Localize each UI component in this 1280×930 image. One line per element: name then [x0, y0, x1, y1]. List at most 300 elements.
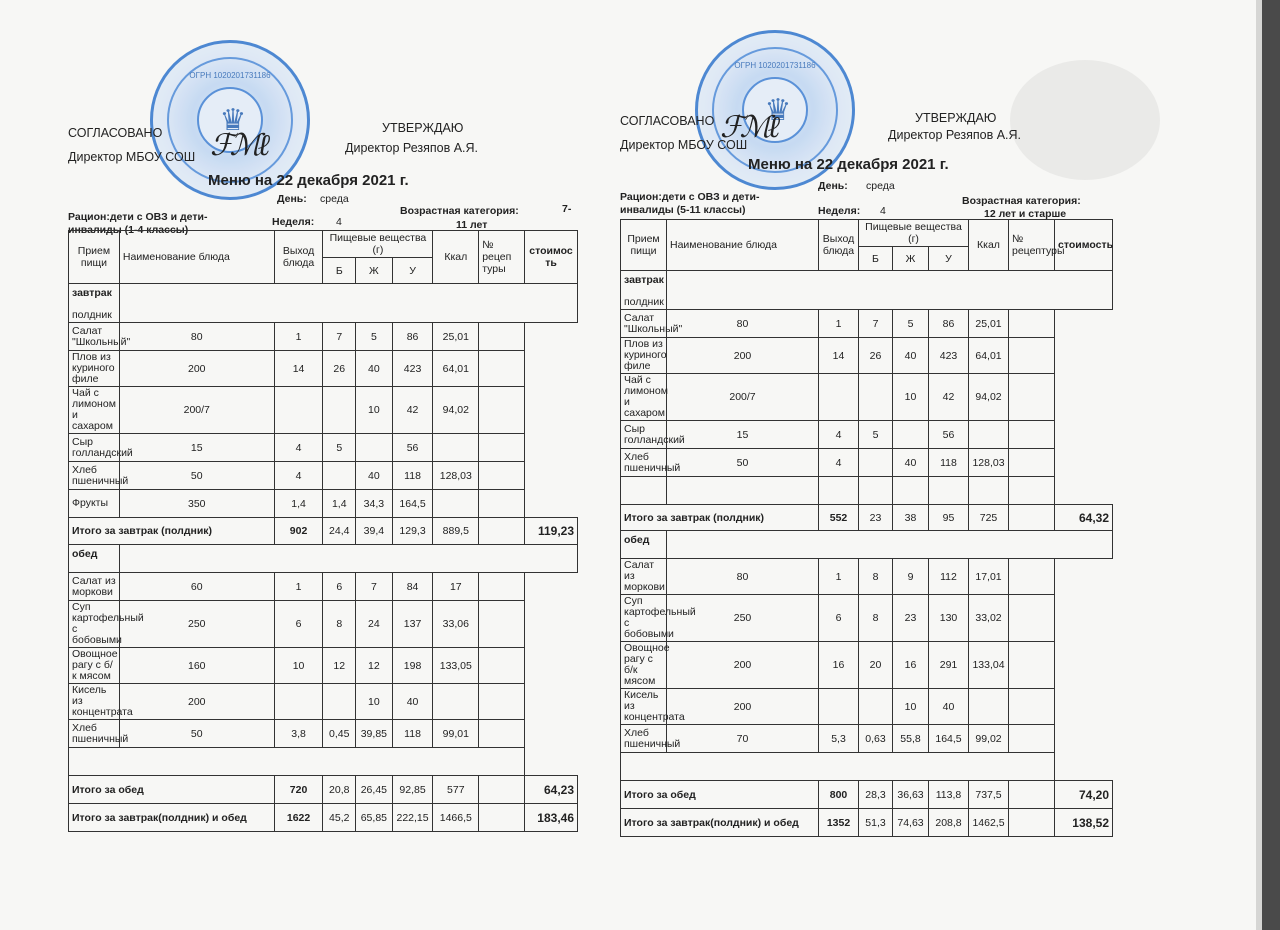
meal-snack-label: полдник [72, 309, 112, 321]
grand-total-u: 222,15 [392, 804, 433, 832]
dish-b [274, 684, 323, 720]
dish-b: 3,8 [274, 720, 323, 748]
grand-total-kcal: 1466,5 [433, 804, 479, 832]
breakfast-total-output: 552 [819, 505, 859, 531]
dish-row [621, 559, 1113, 595]
meal-breakfast [621, 271, 667, 310]
dish-zh [323, 462, 356, 490]
grand-total-u: 208,8 [929, 809, 969, 837]
dish-out [667, 477, 819, 505]
dish-name: Салат "Школьный" [621, 310, 667, 338]
dish-row [69, 387, 578, 434]
dish-cost [479, 720, 525, 748]
week-value: 4 [880, 205, 886, 217]
dish-out: 70 [667, 725, 819, 753]
dish-row [621, 725, 1113, 753]
dish-cost [1009, 374, 1055, 421]
dish-out: 80 [119, 323, 274, 351]
dish-u: 10 [893, 374, 929, 421]
dish-cost [479, 387, 525, 434]
ration-label: Рацион:дети с ОВЗ и дети- [68, 211, 208, 223]
header-b: Б [859, 247, 893, 271]
dish-u [893, 421, 929, 449]
dish-rec [433, 434, 479, 462]
age-value: 7- [562, 203, 572, 215]
lunch-total-label: Итого за обед [621, 781, 819, 809]
grand-total-output: 1352 [819, 809, 859, 837]
dish-zh [859, 477, 893, 505]
scanner-border [1262, 0, 1280, 930]
dish-u: 40 [893, 449, 929, 477]
lunch-total-zh: 26,45 [356, 776, 393, 804]
dish-b: 14 [274, 351, 323, 387]
dish-row [621, 310, 1113, 338]
dish-b: 1 [819, 310, 859, 338]
dish-zh: 0,45 [323, 720, 356, 748]
dish-kcal: 112 [929, 559, 969, 595]
lunch-total-cost: 64,23 [525, 776, 578, 804]
meal-breakfast [69, 284, 120, 323]
dish-name: Кисель из концентрата [621, 689, 667, 725]
dish-cost [1009, 559, 1055, 595]
dish-zh: 7 [323, 323, 356, 351]
breakfast-total-cost: 119,23 [525, 518, 578, 545]
dish-cost [1009, 338, 1055, 374]
week-label: Неделя: [818, 205, 861, 217]
dish-cost [1009, 642, 1055, 689]
dish-row [621, 689, 1113, 725]
dish-u: 39,85 [356, 720, 393, 748]
dish-b: 4 [274, 462, 323, 490]
menu-title: Меню на 22 декабря 2021 г. [748, 156, 949, 173]
dish-cost [1009, 689, 1055, 725]
dish-u: 5 [356, 323, 393, 351]
header-nutrients: Пищевые вещества (г) [323, 231, 433, 258]
right-menu [620, 0, 1260, 930]
dish-row [69, 351, 578, 387]
breakfast-total-zh: 39,4 [356, 518, 393, 545]
dish-name: Хлеб пшеничный [621, 725, 667, 753]
dish-rec [969, 689, 1009, 725]
dish-rec: 128,03 [969, 449, 1009, 477]
lunch-total-u: 92,85 [392, 776, 433, 804]
day-label: День: [818, 180, 848, 192]
dish-kcal: 291 [929, 642, 969, 689]
left-menu [0, 0, 620, 930]
dish-cost [1009, 310, 1055, 338]
meal-breakfast-label: завтрак [72, 287, 112, 299]
header-b: Б [323, 258, 356, 284]
meal-lunch: обед [69, 545, 120, 573]
lunch-total-u: 113,8 [929, 781, 969, 809]
breakfast-total-cost: 64,32 [1055, 505, 1113, 531]
dish-kcal: 40 [929, 689, 969, 725]
dish-zh: 8 [859, 595, 893, 642]
dish-kcal: 164,5 [929, 725, 969, 753]
dish-zh [323, 684, 356, 720]
header-u: У [392, 258, 433, 284]
dish-kcal: 164,5 [392, 490, 433, 518]
dish-out: 200 [667, 338, 819, 374]
dish-zh [859, 689, 893, 725]
dish-name: Салат из моркови [621, 559, 667, 595]
header-nutrients: Пищевые вещества (г) [859, 220, 969, 247]
header-output: Выход блюда [274, 231, 323, 284]
header-meal: Прием пищи [69, 231, 120, 284]
dish-row [621, 374, 1113, 421]
dish-cost [1009, 421, 1055, 449]
dish-row [69, 648, 578, 684]
dish-out: 250 [119, 601, 274, 648]
lunch-total-kcal: 737,5 [969, 781, 1009, 809]
dish-name: Суп картофельный с бобовыми [621, 595, 667, 642]
dish-out: 200 [119, 351, 274, 387]
dish-kcal: 56 [392, 434, 433, 462]
grand-total-row [621, 809, 1113, 837]
dish-cost [479, 434, 525, 462]
dish-name: Чай с лимоном и сахаром [621, 374, 667, 421]
dish-kcal: 84 [392, 573, 433, 601]
dish-b: 4 [274, 434, 323, 462]
dish-out: 50 [667, 449, 819, 477]
breakfast-total-zh: 38 [893, 505, 929, 531]
dish-u: 10 [893, 689, 929, 725]
breakfast-total-b: 23 [859, 505, 893, 531]
header-dish: Наименование блюда [119, 231, 274, 284]
dish-kcal: 423 [929, 338, 969, 374]
dish-u: 10 [356, 387, 393, 434]
dish-zh: 8 [859, 559, 893, 595]
dish-row [69, 684, 578, 720]
dish-rec: 133,04 [969, 642, 1009, 689]
grand-total-label: Итого за завтрак(полдник) и обед [621, 809, 819, 837]
dish-row [69, 573, 578, 601]
age-label: Возрастная категория: [962, 195, 1081, 207]
lunch-total-zh: 36,63 [893, 781, 929, 809]
dish-cost [1009, 449, 1055, 477]
dish-name: Кисель из концентрата [69, 684, 120, 720]
dish-cost [1009, 595, 1055, 642]
dish-b: 6 [819, 595, 859, 642]
dish-u: 10 [356, 684, 393, 720]
approve-label: УТВЕРЖДАЮ [382, 121, 464, 135]
dish-kcal: 118 [929, 449, 969, 477]
header-meal: Прием пищи [621, 220, 667, 271]
dish-rec [969, 421, 1009, 449]
dish-b [819, 689, 859, 725]
agreed-director: Директор МБОУ СОШ [620, 138, 748, 152]
lunch-total-label: Итого за обед [69, 776, 275, 804]
header-zh: Ж [356, 258, 393, 284]
table-header-row [69, 231, 578, 258]
grand-total-b: 45,2 [323, 804, 356, 832]
meal-breakfast-label: завтрак [624, 274, 664, 286]
dish-u: 12 [356, 648, 393, 684]
dish-rec: 33,06 [433, 601, 479, 648]
week-label: Неделя: [272, 216, 315, 228]
dish-kcal: 137 [392, 601, 433, 648]
dish-kcal: 130 [929, 595, 969, 642]
dish-out: 200 [667, 689, 819, 725]
dish-out: 50 [119, 720, 274, 748]
dish-u: 7 [356, 573, 393, 601]
lunch-total-b: 28,3 [859, 781, 893, 809]
official-seal: ОГРН 1020201731186 ♛ [150, 40, 310, 200]
ration-label-2: инвалиды (5-11 классы) [620, 204, 746, 216]
menu-title: Меню на 22 декабря 2021 г. [208, 172, 409, 189]
header-kcal: Ккал [969, 220, 1009, 271]
dish-out: 200/7 [119, 387, 274, 434]
dish-u: 23 [893, 595, 929, 642]
dish-cost [479, 323, 525, 351]
agreed-label: СОГЛАСОВАНО [68, 126, 163, 140]
dish-rec: 33,02 [969, 595, 1009, 642]
dish-kcal: 42 [392, 387, 433, 434]
breakfast-total-label: Итого за завтрак (полдник) [621, 505, 819, 531]
header-zh: Ж [893, 247, 929, 271]
dish-kcal: 42 [929, 374, 969, 421]
dish-zh: 26 [323, 351, 356, 387]
dish-name: Салат "Школьный" [69, 323, 120, 351]
dish-kcal: 56 [929, 421, 969, 449]
header-dish: Наименование блюда [667, 220, 819, 271]
agreed-director: Директор МБОУ СОШ [68, 150, 196, 164]
grand-total-b: 51,3 [859, 809, 893, 837]
grand-total-cost: 138,52 [1055, 809, 1113, 837]
dish-kcal: 86 [929, 310, 969, 338]
week-value: 4 [336, 216, 342, 228]
dish-out: 15 [119, 434, 274, 462]
dish-u: 40 [356, 351, 393, 387]
grand-total-output: 1622 [274, 804, 323, 832]
dish-cost [479, 490, 525, 518]
dish-u: 40 [356, 462, 393, 490]
dish-name: Сыр голландский [69, 434, 120, 462]
ration-label-2: инвалиды (1-4 классы) [68, 224, 189, 236]
dish-rec: 99,02 [969, 725, 1009, 753]
dish-rec: 17,01 [969, 559, 1009, 595]
dish-rec [969, 477, 1009, 505]
dish-cost [479, 573, 525, 601]
dish-cost [1009, 725, 1055, 753]
grand-total-label: Итого за завтрак(полдник) и обед [69, 804, 275, 832]
dish-row [69, 323, 578, 351]
table-header-row [621, 220, 1113, 247]
age-label: Возрастная категория: [400, 205, 519, 217]
emblem-icon: ♛ [764, 94, 792, 127]
dish-rec: 25,01 [969, 310, 1009, 338]
emblem-icon: ♛ [219, 104, 247, 137]
approve-label: УТВЕРЖДАЮ [915, 111, 997, 125]
dish-rec: 25,01 [433, 323, 479, 351]
breakfast-total-u: 129,3 [392, 518, 433, 545]
ration-label: Рацион:дети с ОВЗ и дети- [620, 191, 760, 203]
dish-u: 55,8 [893, 725, 929, 753]
lunch-total-cost: 74,20 [1055, 781, 1113, 809]
dish-b [819, 374, 859, 421]
dish-zh [323, 387, 356, 434]
dish-zh: 1,4 [323, 490, 356, 518]
day-value: среда [866, 180, 895, 192]
dish-b: 1,4 [274, 490, 323, 518]
dish-row [69, 490, 578, 518]
lunch-total-b: 20,8 [323, 776, 356, 804]
day-label: День: [277, 193, 307, 205]
dish-rec [433, 490, 479, 518]
official-seal: ОГРН 1020201731186 ♛ [695, 30, 855, 190]
dish-zh: 26 [859, 338, 893, 374]
grand-total-row [69, 804, 578, 832]
dish-u: 40 [893, 338, 929, 374]
approve-director: Директор Резяпов А.Я. [345, 141, 479, 155]
dish-rec: 99,01 [433, 720, 479, 748]
dish-b: 4 [819, 421, 859, 449]
header-recipe: № рецептуры [1009, 220, 1055, 271]
dish-out: 200 [667, 642, 819, 689]
lunch-total-output: 800 [819, 781, 859, 809]
dish-name: Плов из куриного филе [69, 351, 120, 387]
dish-u: 34,3 [356, 490, 393, 518]
dish-rec: 128,03 [433, 462, 479, 490]
approve-director: Директор Резяпов А.Я. [888, 128, 1022, 142]
breakfast-total-output: 902 [274, 518, 323, 545]
breakfast-total-kcal: 725 [969, 505, 1009, 531]
dish-zh: 7 [859, 310, 893, 338]
dish-b: 6 [274, 601, 323, 648]
dish-u [356, 434, 393, 462]
dish-zh: 12 [323, 648, 356, 684]
grand-total-kcal: 1462,5 [969, 809, 1009, 837]
dish-row [621, 421, 1113, 449]
breakfast-total-row [621, 505, 1113, 531]
dish-kcal [929, 477, 969, 505]
dish-name: Хлеб пшеничный [621, 449, 667, 477]
dish-name: Чай с лимоном и сахаром [69, 387, 120, 434]
dish-kcal: 86 [392, 323, 433, 351]
grand-total-zh: 65,85 [356, 804, 393, 832]
dish-zh [859, 449, 893, 477]
dish-rec [433, 684, 479, 720]
dish-out: 80 [667, 310, 819, 338]
dish-u: 9 [893, 559, 929, 595]
dish-name [621, 477, 667, 505]
meal-lunch: обед [621, 531, 667, 559]
dish-name: Плов из куриного филе [621, 338, 667, 374]
dish-rec: 94,02 [969, 374, 1009, 421]
dish-kcal: 118 [392, 720, 433, 748]
dish-row [69, 434, 578, 462]
dish-name: Салат из моркови [69, 573, 120, 601]
dish-name: Хлеб пшеничный [69, 720, 120, 748]
signature: ℱℳℓ [210, 128, 267, 163]
dish-zh: 8 [323, 601, 356, 648]
dish-out: 50 [119, 462, 274, 490]
dish-b: 1 [274, 323, 323, 351]
dish-name: Овощное рагу с б/к мясом [69, 648, 120, 684]
breakfast-total-row [69, 518, 578, 545]
lunch-total-output: 720 [274, 776, 323, 804]
dish-row [69, 720, 578, 748]
dish-u: 24 [356, 601, 393, 648]
agreed-label: СОГЛАСОВАНО [620, 114, 715, 128]
signature: ℱℳℓ [720, 110, 777, 145]
dish-zh: 5 [323, 434, 356, 462]
lunch-total-row [621, 781, 1113, 809]
dish-rec: 64,01 [433, 351, 479, 387]
dish-rec: 64,01 [969, 338, 1009, 374]
menu-table [620, 219, 1113, 837]
dish-out: 350 [119, 490, 274, 518]
age-value-2: 11 лет [456, 219, 488, 231]
lunch-total-kcal: 577 [433, 776, 479, 804]
dish-rec: 17 [433, 573, 479, 601]
dish-b: 1 [274, 573, 323, 601]
dish-kcal: 198 [392, 648, 433, 684]
dish-row [621, 338, 1113, 374]
dish-out: 15 [667, 421, 819, 449]
header-cost: стоимос ть [525, 231, 578, 284]
header-u: У [929, 247, 969, 271]
breakfast-total-u: 95 [929, 505, 969, 531]
dish-u [893, 477, 929, 505]
dish-name: Фрукты [69, 490, 120, 518]
grand-total-zh: 74,63 [893, 809, 929, 837]
dish-zh: 20 [859, 642, 893, 689]
dish-zh: 6 [323, 573, 356, 601]
dish-b: 10 [274, 648, 323, 684]
dish-b: 1 [819, 559, 859, 595]
dish-b: 4 [819, 449, 859, 477]
age-value: 12 лет и старше [984, 208, 1067, 220]
breakfast-total-label: Итого за завтрак (полдник) [69, 518, 275, 545]
dish-cost [1009, 477, 1055, 505]
dish-name: Хлеб пшеничный [69, 462, 120, 490]
dish-out: 200 [119, 684, 274, 720]
dish-b: 14 [819, 338, 859, 374]
dish-cost [479, 684, 525, 720]
dish-row [621, 642, 1113, 689]
dish-rec: 94,02 [433, 387, 479, 434]
header-output: Выход блюда [819, 220, 859, 271]
meal-snack-label: полдник [624, 296, 664, 308]
dish-b [819, 477, 859, 505]
grand-total-cost: 183,46 [525, 804, 578, 832]
dish-out: 250 [667, 595, 819, 642]
dish-name: Суп картофельный с бобовыми [69, 601, 120, 648]
day-value: среда [320, 193, 349, 205]
dish-kcal: 118 [392, 462, 433, 490]
dish-rec: 133,05 [433, 648, 479, 684]
dish-cost [479, 601, 525, 648]
dish-b: 5,3 [819, 725, 859, 753]
dish-name: Сыр голландский [621, 421, 667, 449]
dish-out: 200/7 [667, 374, 819, 421]
dish-cost [479, 648, 525, 684]
breakfast-total-b: 24,4 [323, 518, 356, 545]
dish-cost [479, 351, 525, 387]
dish-cost [479, 462, 525, 490]
dish-row [69, 601, 578, 648]
dish-row [621, 477, 1113, 505]
header-kcal: Ккал [433, 231, 479, 284]
dish-zh [859, 374, 893, 421]
dish-out: 60 [119, 573, 274, 601]
header-cost: стоимость [1055, 220, 1113, 271]
dish-kcal: 40 [392, 684, 433, 720]
dish-out: 160 [119, 648, 274, 684]
dish-u: 5 [893, 310, 929, 338]
lunch-total-row [69, 776, 578, 804]
